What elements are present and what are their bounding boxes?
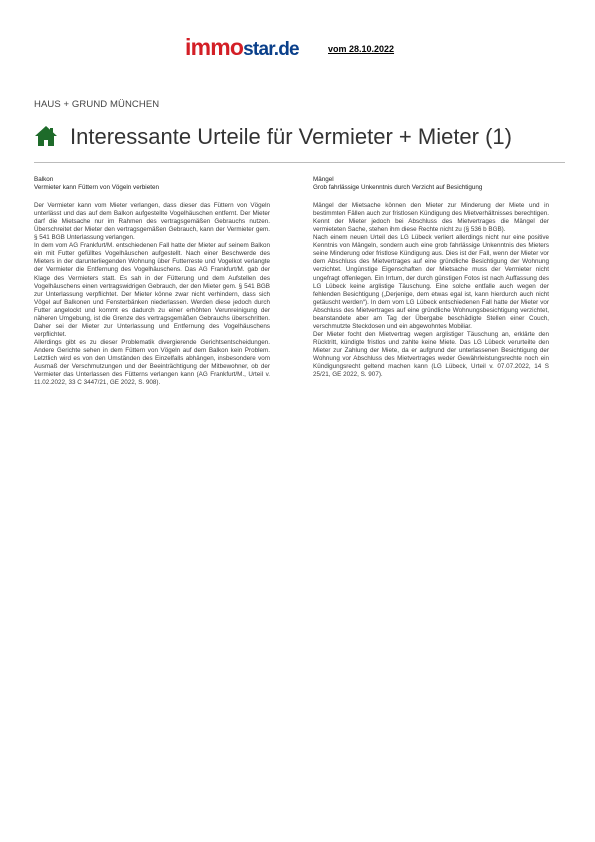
logo-part-star: star.de bbox=[243, 39, 299, 60]
article-category: Balkon bbox=[34, 176, 54, 183]
article-paragraph: In dem vom AG Frankfurt/M. entschiedenen Fall hatte der Mieter auf seinem Balkon ein mit Futter gefülltes Vogelhäuschen aufgestellt. Nach einer Beschwerde des Mieters in der darunterliegenden Wohnung über Futterreste und Vogelkot verlangte der Vermieter die Entfernung des Vogelhäuschens. Das AG Frankfurt/M. gab der Klage des Vermieters statt. Es sah in der Fütterung und dem Aufstellen des Vogelhäuschens einen vertragswidrigen Gebrauch, der den Mieter gem. § 541 BGB zur Unterlassung verpflichtet. Der Mieter könne zwar nicht verhindern, dass sich Vögel auf Balkonen und Fensterbänken niederlassen. Werden diese jedoch durch Futter angelockt und kommt es dadurch zu einer erhöhten Verunreinigung der näheren Umgebung, ist die Grenze des vertragsgemäßen Gebrauchs überschritten. Daher sei der Mieter zur Unterlassung und Entfernung des Vogelhäuschens verpflichtet. bbox=[34, 242, 270, 338]
masthead bbox=[0, 34, 595, 64]
immostar-logo bbox=[185, 34, 299, 63]
title-divider bbox=[34, 162, 565, 163]
article-headline: Grob fahrlässige Unkenntnis durch Verzicht auf Besichtigung bbox=[313, 184, 483, 192]
article-paragraph: Der Vermieter kann vom Mieter verlangen, dass dieser das Füttern von Vögeln unterlässt und das auf dem Balkon aufgestellte Vogelhäuschen entfernt. Der Mieter darf die Mietsache nur im Rahmen des vertragsgemäßen Gebrauchs nutzen. Überschreitet der Mieter den vertragsgemäßen Gebrauch, kann der Vermieter gem. § 541 BGB Unterlassung verlangen. bbox=[34, 202, 270, 242]
title-row bbox=[34, 123, 564, 153]
article-paragraph: Nach einem neuen Urteil des LG Lübeck verliert allerdings nicht nur eine positive Kenntnis von Mängeln, sondern auch eine grob fahrlässige Unkenntnis des Mieters seine Minderung oder fristlose Kündigung aus. Dies ist der Fall, wenn der Mieter vor dem Abschluss des Mietvertrages auf eine gründliche Besichtigung der Wohnung verzichtet. Ungünstige Eigenschaften der Mietsache muss der Vermieter nicht ungefragt offenlegen. Ein Irrtum, der durch günstigen Fotos ist nach Auffassung des LG Lübeck keine arglistige Täuschung. Eine solche entfalle auch wegen der fehlenden Besichtigung („Derjenige, dem etwas egal ist, kann hierdurch auch nicht getäuscht werden“). In dem vom LG Lübeck entschiedenen Fall hatte der Mieter vor Abschluss des Mietvertrages auf eine gründliche Wohnungsbesichtigung verzichtet, beanstandete aber am Tag der Übergabe beschädigte Stellen einer Couch, verschmutzte Steckdosen und ein abgewohntes Mobiliar. bbox=[313, 234, 549, 330]
section-label: HAUS + GRUND MÜNCHEN bbox=[34, 99, 160, 110]
logo-part-immo: immo bbox=[185, 34, 244, 60]
article-headline: Vermieter kann Füttern von Vögeln verbieten bbox=[34, 184, 159, 192]
article-paragraph: Mängel der Mietsache können den Mieter zur Minderung der Miete und in bestimmten Fällen auch zur fristlosen Kündigung des Mietverhältnisses berechtigen. Kennt der Mieter jedoch bei Abschluss des Mietvertrages die Mängel der vermieteten Sache, stehen ihm diese Rechte nicht zu (§ 536 b BGB). bbox=[313, 202, 549, 234]
article-left bbox=[34, 176, 270, 387]
article-paragraph: Der Mieter focht den Mietvertrag wegen arglistiger Täuschung an, erklärte den Rücktritt, kündigte fristlos und zahlte keine Miete. Das LG Lübeck verurteilte den Mieter zur Zahlung der Miete, da er aufgrund der unterlassenen Besichtigung der Wohnung vor Abschluss des Mietvertrages weder Gewährleistungsrechte noch ein Kündigungsrecht geltend machen kann (LG Lübeck, Urteil v. 07.07.2022, 14 S 25/21, GE 2022, S. 907). bbox=[313, 330, 549, 379]
house-icon bbox=[34, 125, 58, 147]
issue-date: vom 28.10.2022 bbox=[328, 44, 395, 54]
page-title: Interessante Urteile für Vermieter + Mieter (1) bbox=[70, 124, 512, 149]
article-category: Mängel bbox=[313, 176, 334, 183]
article-right bbox=[313, 176, 549, 379]
article-paragraph: Allerdings gibt es zu dieser Problematik divergierende Gerichtsentscheidungen. Andere Gerichte sehen in dem Füttern von Vögeln auf dem Balkon kein Problem. Letztlich wird es von den Umständen des Einzelfalls abhängen, insbesondere vom Ausmaß der Verschmutzungen und der Beeinträchtigung der Mitbewohner, ob der Vermieter das Unterlassen des Fütterns verlangen kann (AG Frankfurt/M., Urteil v. 11.02.2022, 33 C 3447/21, GE 2022, S. 908). bbox=[34, 338, 270, 387]
